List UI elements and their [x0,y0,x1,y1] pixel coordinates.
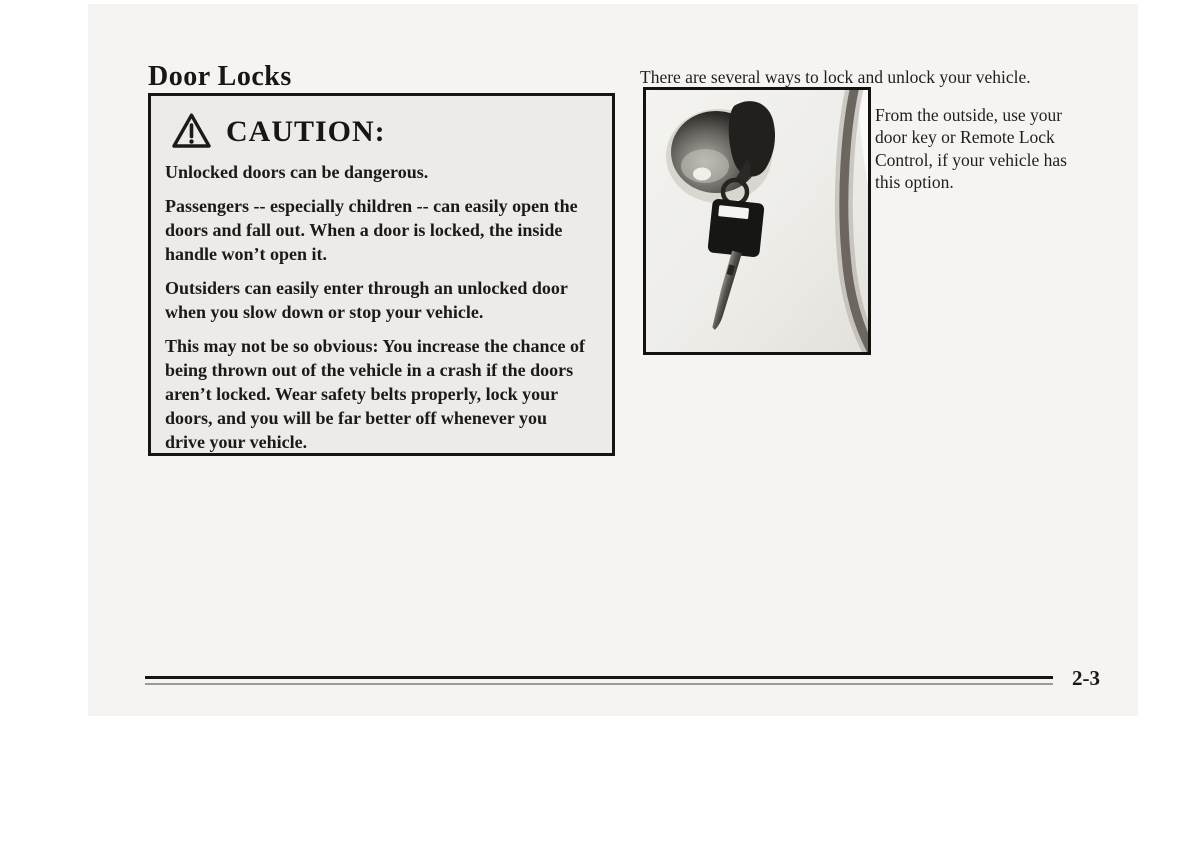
footer-rule-thick [145,676,1053,679]
caution-box [148,93,615,456]
caution-paragraph: Unlocked doors can be dangerous. [165,162,429,182]
section-title: Door Locks [148,60,292,92]
caution-paragraph: Outsiders can easily enter through an unlocked door when you slow down or stop your vehicle. [165,278,568,322]
caution-paragraph: Passengers -- especially children -- can easily open the doors and fall out. When a door is locked, the inside handle won’t open it. [165,196,578,264]
manual-scan-page [88,4,1138,716]
warning-triangle-icon [171,112,212,150]
key-in-door-lock-photo [643,87,871,355]
caution-paragraph: This may not be so obvious: You increase the chance of being thrown out of the vehicle in a crash if the doors aren’t locked. Wear safety belts properly, lock your doors, and you will be far better off whenever you drive your vehicle. [165,336,586,452]
intro-text: There are several ways to lock and unlock your vehicle. [640,66,1031,87]
caution-heading: CAUTION: [226,115,386,148]
caution-body [151,160,612,454]
footer-rule-thin [145,683,1053,685]
caution-header [171,112,612,150]
footer-rule [145,676,1053,685]
photo-note-text: From the outside, use your door key or Remote Lock Control, if your vehicle has this option. [875,104,1067,192]
page-number: 2-3 [1072,666,1100,690]
